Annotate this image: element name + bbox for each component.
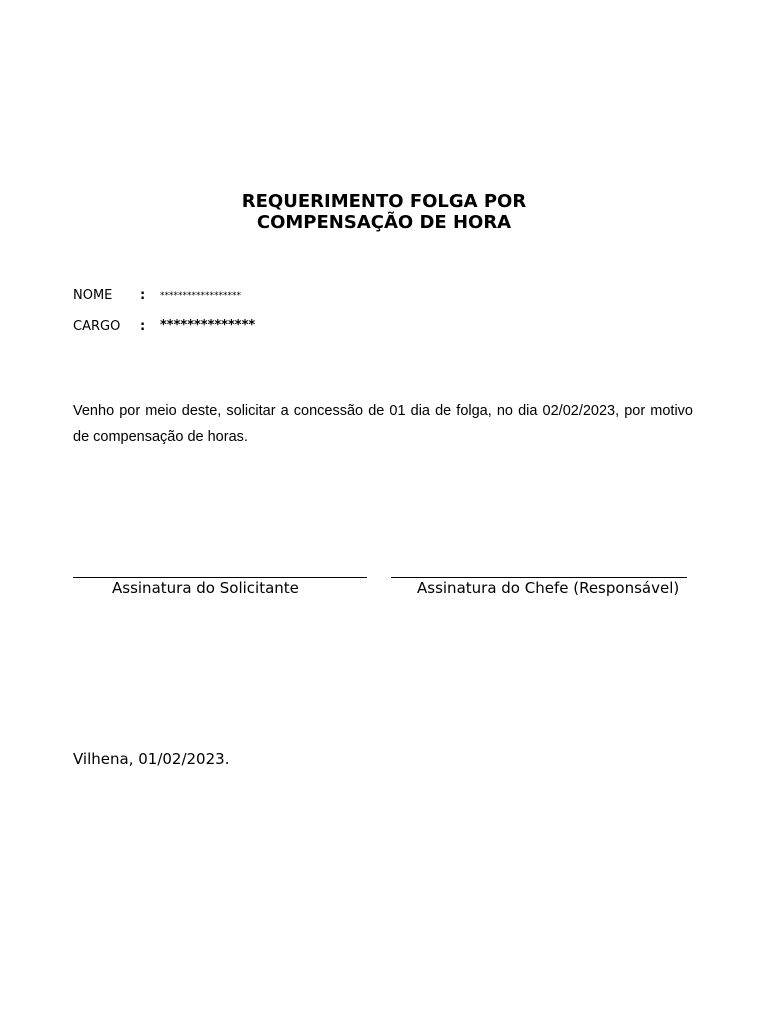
place-and-date: Vilhena, 01/02/2023. (73, 750, 230, 768)
nome-label: NOME (73, 288, 113, 303)
signature-line-requester (73, 577, 367, 578)
cargo-value: ************** (160, 318, 256, 333)
cargo-colon: : (140, 319, 146, 334)
nome-value: ****************** (160, 291, 241, 301)
signature-label-manager: Assinatura do Chefe (Responsável) (417, 579, 680, 597)
nome-colon: : (140, 288, 146, 303)
signature-label-requester: Assinatura do Solicitante (112, 579, 299, 597)
cargo-label: CARGO (73, 319, 121, 334)
document-title-line2: COMPENSAÇÃO DE HORA (256, 212, 512, 233)
signature-line-manager (391, 577, 687, 578)
request-body-text: Venho por meio deste, solicitar a concessão de 01 dia de folga, no dia 02/02/2023, por motivo de compensação de horas. (73, 403, 693, 445)
document-title-line1: REQUERIMENTO FOLGA POR (241, 191, 527, 212)
